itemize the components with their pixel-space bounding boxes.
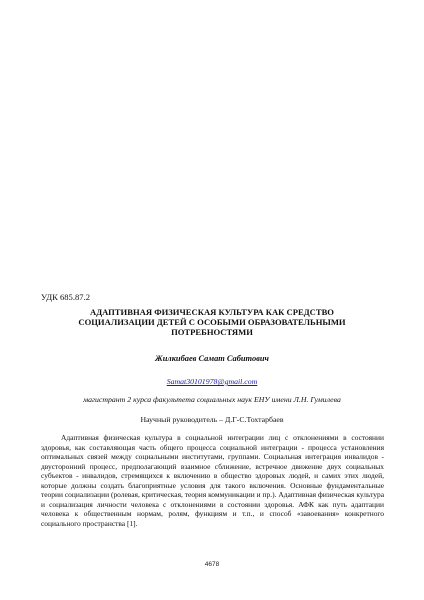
- author-name: Жилкибаев Самат Сабитович: [155, 354, 269, 363]
- scientific-advisor: Научный руководитель – Д.Г-С.Тохтарбаев: [140, 415, 284, 424]
- title-line-2: СОЦИАЛИЗАЦИИ ДЕТЕЙ С ОСОБЫМИ ОБРАЗОВАТЕЛЬНЫМИ: [78, 317, 346, 327]
- author-affiliation: магистрант 2 курса факультета социальных наук ЕНУ имени Л.Н. Гумилева: [83, 395, 341, 404]
- title-line-1: АДАПТИВНАЯ ФИЗИЧЕСКАЯ КУЛЬТУРА КАК СРЕДСТВО: [90, 307, 334, 317]
- article-title: [40, 307, 384, 337]
- author-email-link[interactable]: Samat30101978@gmail.com: [166, 377, 258, 386]
- title-line-3: ПОТРЕБНОСТЯМИ: [171, 327, 253, 337]
- body-paragraph: Адаптивная физическая культура в социальной интеграции лиц с отклонениями в состоянии здоровья, как составляющая часть общего процесса социальной интеграции - процесса установления оптимальных связей между социальными институтами, группами. Социальная интеграция инвалидов - двусторонний процесс, предполагающий взаимное сближение, встречное движение двух социальных субъектов - инвалидов, стремящихся к включению в общество здоровых людей, и самих этих людей, которые должны создать благоприятные условия для такого включения. Основные фундаментальные теории социализации (ролевая, критическая, теория коммуникации и пр.). Адаптивная физическая культура и социализация личности человека с отклонениями в состоянии здоровья. АФК как путь адаптации человека к общественным нормам, ролям, функциям и т.п., и способ «завоевания» конкретного социального пространства [1].: [41, 433, 384, 528]
- udk-code: УДК 685.87.2: [41, 292, 91, 302]
- page-number: 4678: [204, 561, 220, 568]
